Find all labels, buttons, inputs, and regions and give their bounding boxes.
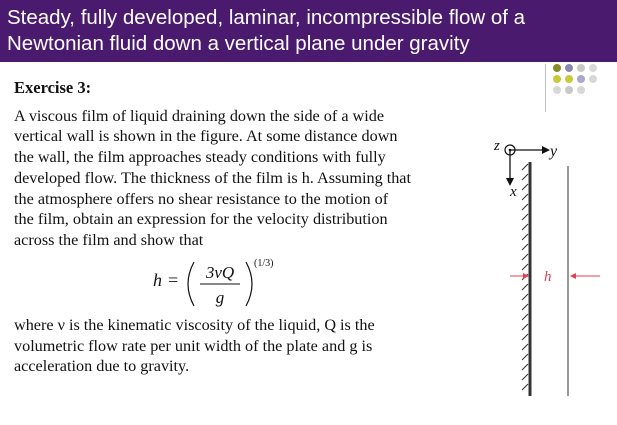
problem-line: vertical wall is shown in the figure. At some distance down: [14, 127, 398, 145]
slide-title-line-1: Steady, fully developed, laminar, incompressible flow of a: [7, 6, 526, 29]
right-parenthesis: [246, 262, 252, 306]
thickness-label: h: [544, 269, 552, 285]
closing-line: acceleration due to gravity.: [14, 357, 190, 375]
film-thickness-equation: [150, 254, 285, 314]
slide-title-line-2: Newtonian fluid down a vertical plane under gravity: [7, 32, 470, 55]
decorative-divider: [545, 64, 546, 112]
equation-exponent: (1/3): [254, 258, 274, 269]
problem-line: A viscous film of liquid draining down the side of a wide: [14, 107, 385, 125]
closing-line: where ν is the kinematic viscosity of the liquid, Q is the: [14, 316, 375, 334]
slide-title-bar: [0, 0, 617, 62]
axis-y-label: y: [550, 143, 558, 160]
exercise-heading: Exercise 3:: [14, 78, 92, 97]
closing-line: volumetric flow rate per unit width of the plate and g is: [14, 337, 373, 355]
problem-line: the film, obtain an expression for the velocity distribution: [14, 210, 388, 228]
vertical-wall-figure: [490, 138, 617, 400]
axis-z-label: z: [494, 138, 500, 154]
equation-numerator: 3νQ: [205, 263, 235, 282]
problem-line: across the film and show that: [14, 231, 204, 249]
equation-equals: =: [168, 270, 179, 290]
problem-line: developed flow. The thickness of the film is h. Assuming that: [14, 169, 411, 187]
problem-line: the wall, the film approaches steady conditions with fully: [14, 148, 386, 166]
problem-line: the atmosphere offers no shear resistance to the motion of: [14, 190, 389, 208]
decorative-dot-grid: [552, 62, 614, 106]
equation-lhs: h: [153, 270, 162, 290]
axis-x-label: x: [510, 184, 517, 200]
left-parenthesis: [188, 262, 194, 306]
equation-denominator: g: [215, 288, 225, 307]
y-axis-arrowhead: [542, 146, 550, 154]
